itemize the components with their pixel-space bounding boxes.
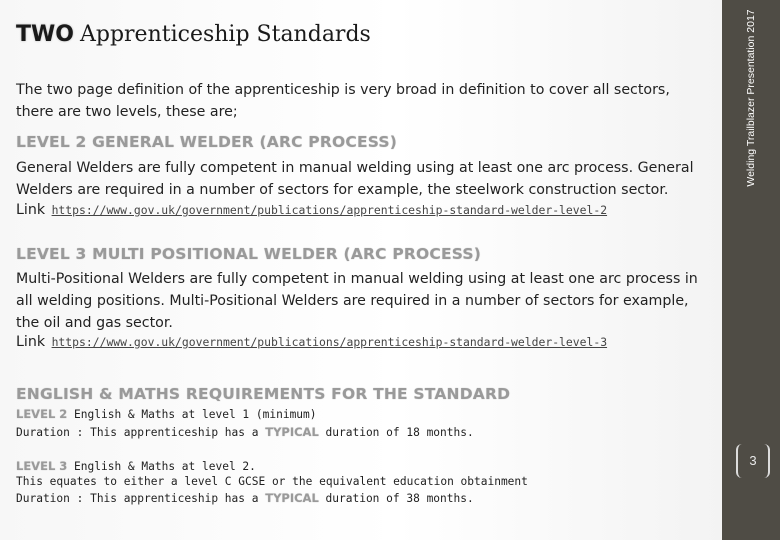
presentation-label: Welding Trailblazer Presentation 2017 bbox=[745, 9, 757, 187]
title-brand: TWO bbox=[16, 22, 74, 47]
level2-heading: LEVEL 2 GENERAL WELDER (ARC PROCESS) bbox=[16, 133, 398, 151]
level3-link[interactable]: https://www.gov.uk/government/publications/apprenticeship-standard-welder-level-3 bbox=[51, 335, 608, 349]
req-level2-duration-post: duration of 18 months. bbox=[325, 426, 474, 439]
req-level2-duration-pre: Duration : This apprenticeship has a bbox=[16, 426, 259, 439]
level3-link-line bbox=[16, 334, 607, 350]
req-level3-equiv: This equates to either a level C GCSE or the equivalent education obtainment bbox=[16, 475, 528, 488]
level2-link[interactable]: https://www.gov.uk/government/publications/apprenticeship-standard-welder-level-2 bbox=[51, 203, 608, 217]
req-level3-duration-pre: Duration : This apprenticeship has a bbox=[16, 492, 259, 505]
req-level3-duration bbox=[16, 490, 474, 507]
req-level3-tag: LEVEL 3 bbox=[16, 459, 68, 473]
intro-paragraph: The two page definition of the apprenticeship is very broad in definition to cover all sectors, there are two levels, these are; bbox=[16, 82, 670, 120]
level2-link-line bbox=[16, 202, 607, 218]
req-level2-text: English & Maths at level 1 (minimum) bbox=[74, 408, 317, 421]
level2-description: General Welders are fully competent in manual welding using at least one arc process. General Welders are required in a number of sectors for example, the steelwork construction sector. bbox=[16, 160, 694, 198]
level3-link-prefix: Link bbox=[16, 334, 46, 350]
req-level2-line bbox=[16, 406, 317, 423]
req-level3-text: English & Maths at level 2. bbox=[74, 460, 256, 473]
requirements-heading: ENGLISH & MATHS REQUIREMENTS FOR THE STANDARD bbox=[16, 385, 511, 403]
req-level3-duration-tag: TYPICAL bbox=[265, 491, 319, 505]
title-text: Apprenticeship Standards bbox=[79, 22, 371, 47]
req-level2-duration bbox=[16, 424, 474, 441]
req-level2-duration-tag: TYPICAL bbox=[265, 425, 319, 439]
level3-heading: LEVEL 3 MULTI POSITIONAL WELDER (ARC PROCESS) bbox=[16, 245, 482, 263]
req-level3-line bbox=[16, 458, 256, 475]
level3-description: Multi-Positional Welders are fully competent in manual welding using at least one arc process in all welding positions. Multi-Positional Welders are required in a number of sectors for example, the oil and gas sector. bbox=[16, 271, 698, 331]
req-level3-duration-post: duration of 38 months. bbox=[325, 492, 474, 505]
page-number: 3 bbox=[749, 453, 757, 468]
req-level2-tag: LEVEL 2 bbox=[16, 407, 68, 421]
level2-link-prefix: Link bbox=[16, 202, 46, 218]
page-title bbox=[16, 22, 371, 47]
